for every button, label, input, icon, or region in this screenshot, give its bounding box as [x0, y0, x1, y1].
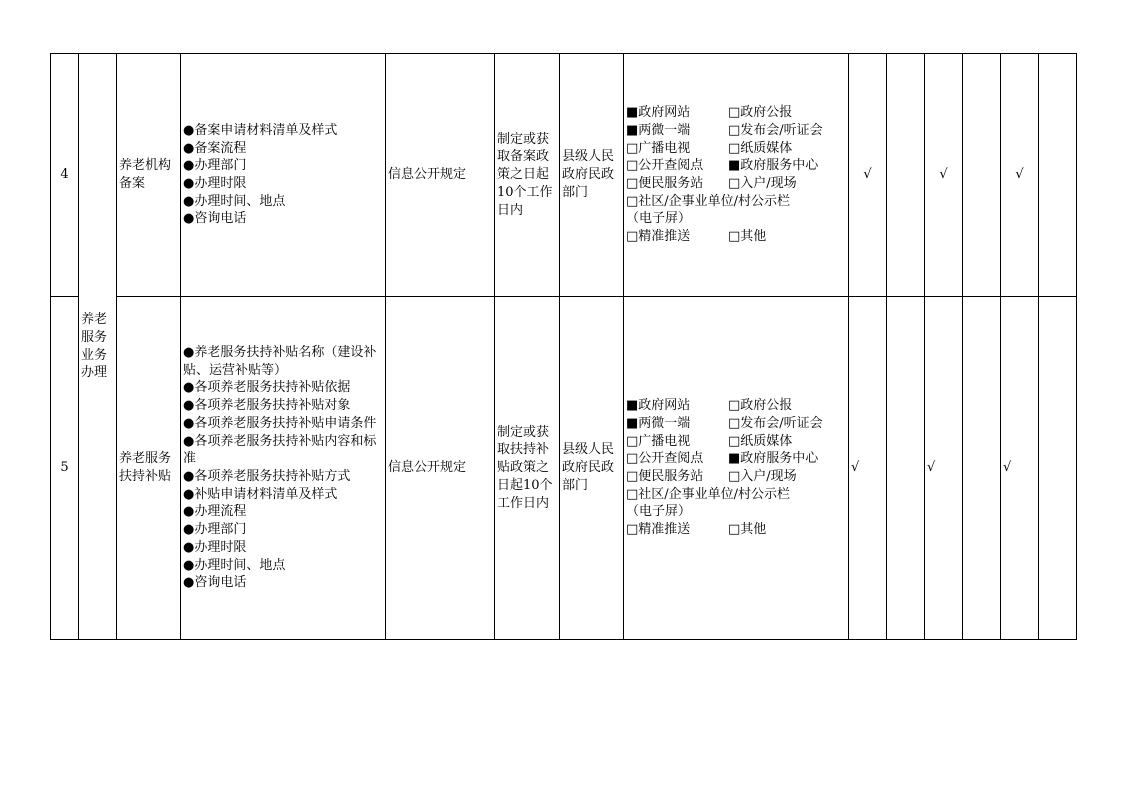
- disclosure-channels: [624, 54, 849, 297]
- channel-option: □其他: [728, 522, 767, 538]
- content-line: ●办理时间、地点: [183, 193, 286, 209]
- content-line: ●咨询电话: [183, 211, 247, 227]
- channel-option: ■政府服务中心: [728, 451, 819, 467]
- channel-option: □便民服务站: [626, 469, 704, 484]
- content-line: ●办理部门: [183, 158, 247, 174]
- check-mark: [963, 297, 1001, 640]
- table-row: [51, 297, 1077, 640]
- disclosure-content: [181, 54, 386, 297]
- channel-option: □便民服务站: [626, 176, 704, 191]
- channel-option-note: （电子屏）: [626, 211, 692, 227]
- content-line: ●养老服务扶持补贴名称（建设补贴、运营补贴等）: [183, 345, 377, 378]
- content-line: ●各项养老服务扶持补贴对象: [183, 398, 351, 414]
- disclosure-basis: 信息公开规定: [386, 54, 495, 297]
- channel-option: □社区/企事业单位/村公示栏: [626, 193, 791, 209]
- channel-option: □其他: [728, 229, 767, 245]
- content-line: ●各项养老服务扶持补贴内容和标准: [183, 433, 377, 467]
- item-name: 养老机构备案: [117, 54, 181, 297]
- channel-option: □精准推送: [626, 229, 691, 245]
- channel-option: □社区/企事业单位/村公示栏: [626, 486, 791, 502]
- channel-option: ■政府网站: [626, 398, 691, 414]
- disclosure-table: [50, 53, 1077, 640]
- channel-option: □入户/现场: [728, 176, 797, 191]
- content-line: ●办理时间、地点: [183, 557, 286, 573]
- channel-option: □政府公报: [728, 398, 793, 414]
- check-mark: √: [1001, 54, 1039, 297]
- content-line: ●办理时限: [183, 176, 247, 191]
- category-cell: [79, 54, 117, 640]
- check-mark: [1039, 54, 1077, 297]
- channel-option: □纸质媒体: [728, 433, 793, 449]
- channel-option: □政府公报: [728, 105, 793, 121]
- content-line: ●各项养老服务扶持补贴方式: [183, 469, 351, 484]
- channel-option: □入户/现场: [728, 469, 797, 484]
- channel-option: ■两微一端: [626, 415, 691, 431]
- check-mark: √: [925, 54, 963, 297]
- content-line: ●办理部门: [183, 522, 247, 538]
- check-mark: √: [849, 54, 887, 297]
- content-line: ●备案申请材料清单及样式: [183, 122, 338, 138]
- content-line: ●咨询电话: [183, 575, 247, 591]
- content-line: ●办理时限: [183, 539, 247, 555]
- category-label: 养老服务业务办理: [81, 312, 108, 381]
- channel-option: ■政府网站: [626, 105, 691, 121]
- check-mark: [887, 297, 925, 640]
- item-name: 养老服务扶持补贴: [117, 297, 181, 640]
- channel-option: □发布会/听证会: [728, 415, 823, 431]
- disclosure-basis: 信息公开规定: [386, 297, 495, 640]
- channel-option: □广播电视: [626, 140, 691, 156]
- channel-option: ■政府服务中心: [728, 158, 819, 174]
- channel-option: □精准推送: [626, 522, 691, 538]
- row-number: 4: [51, 54, 79, 297]
- channel-option: □纸质媒体: [728, 140, 793, 156]
- content-line: ●各项养老服务扶持补贴依据: [183, 380, 351, 396]
- disclosure-timeline: 制定或获取扶持补贴政策之日起10个工作日内: [495, 297, 560, 640]
- channel-option: □发布会/听证会: [728, 122, 823, 138]
- disclosure-subject: 县级人民政府民政部门: [560, 297, 624, 640]
- channel-option-note: （电子屏）: [626, 504, 692, 520]
- check-mark: [963, 54, 1001, 297]
- disclosure-content: [181, 297, 386, 640]
- content-line: ●补贴申请材料清单及样式: [183, 486, 338, 502]
- content-line: ●办理流程: [183, 504, 247, 520]
- row-number: 5: [51, 297, 79, 640]
- check-mark: [1039, 297, 1077, 640]
- disclosure-timeline: 制定或获取备案政策之日起10个工作日内: [495, 54, 560, 297]
- check-mark: √: [849, 297, 887, 640]
- check-mark: √: [1001, 297, 1039, 640]
- channel-option: □公开查阅点: [626, 451, 704, 467]
- content-line: ●各项养老服务扶持补贴申请条件: [183, 415, 377, 431]
- check-mark: [887, 54, 925, 297]
- disclosure-channels: [624, 297, 849, 640]
- channel-option: ■两微一端: [626, 122, 691, 138]
- channel-option: □公开查阅点: [626, 158, 704, 174]
- check-mark: √: [925, 297, 963, 640]
- channel-option: □广播电视: [626, 433, 691, 449]
- content-line: ●备案流程: [183, 140, 247, 156]
- disclosure-subject: 县级人民政府民政部门: [560, 54, 624, 297]
- table-row: [51, 54, 1077, 297]
